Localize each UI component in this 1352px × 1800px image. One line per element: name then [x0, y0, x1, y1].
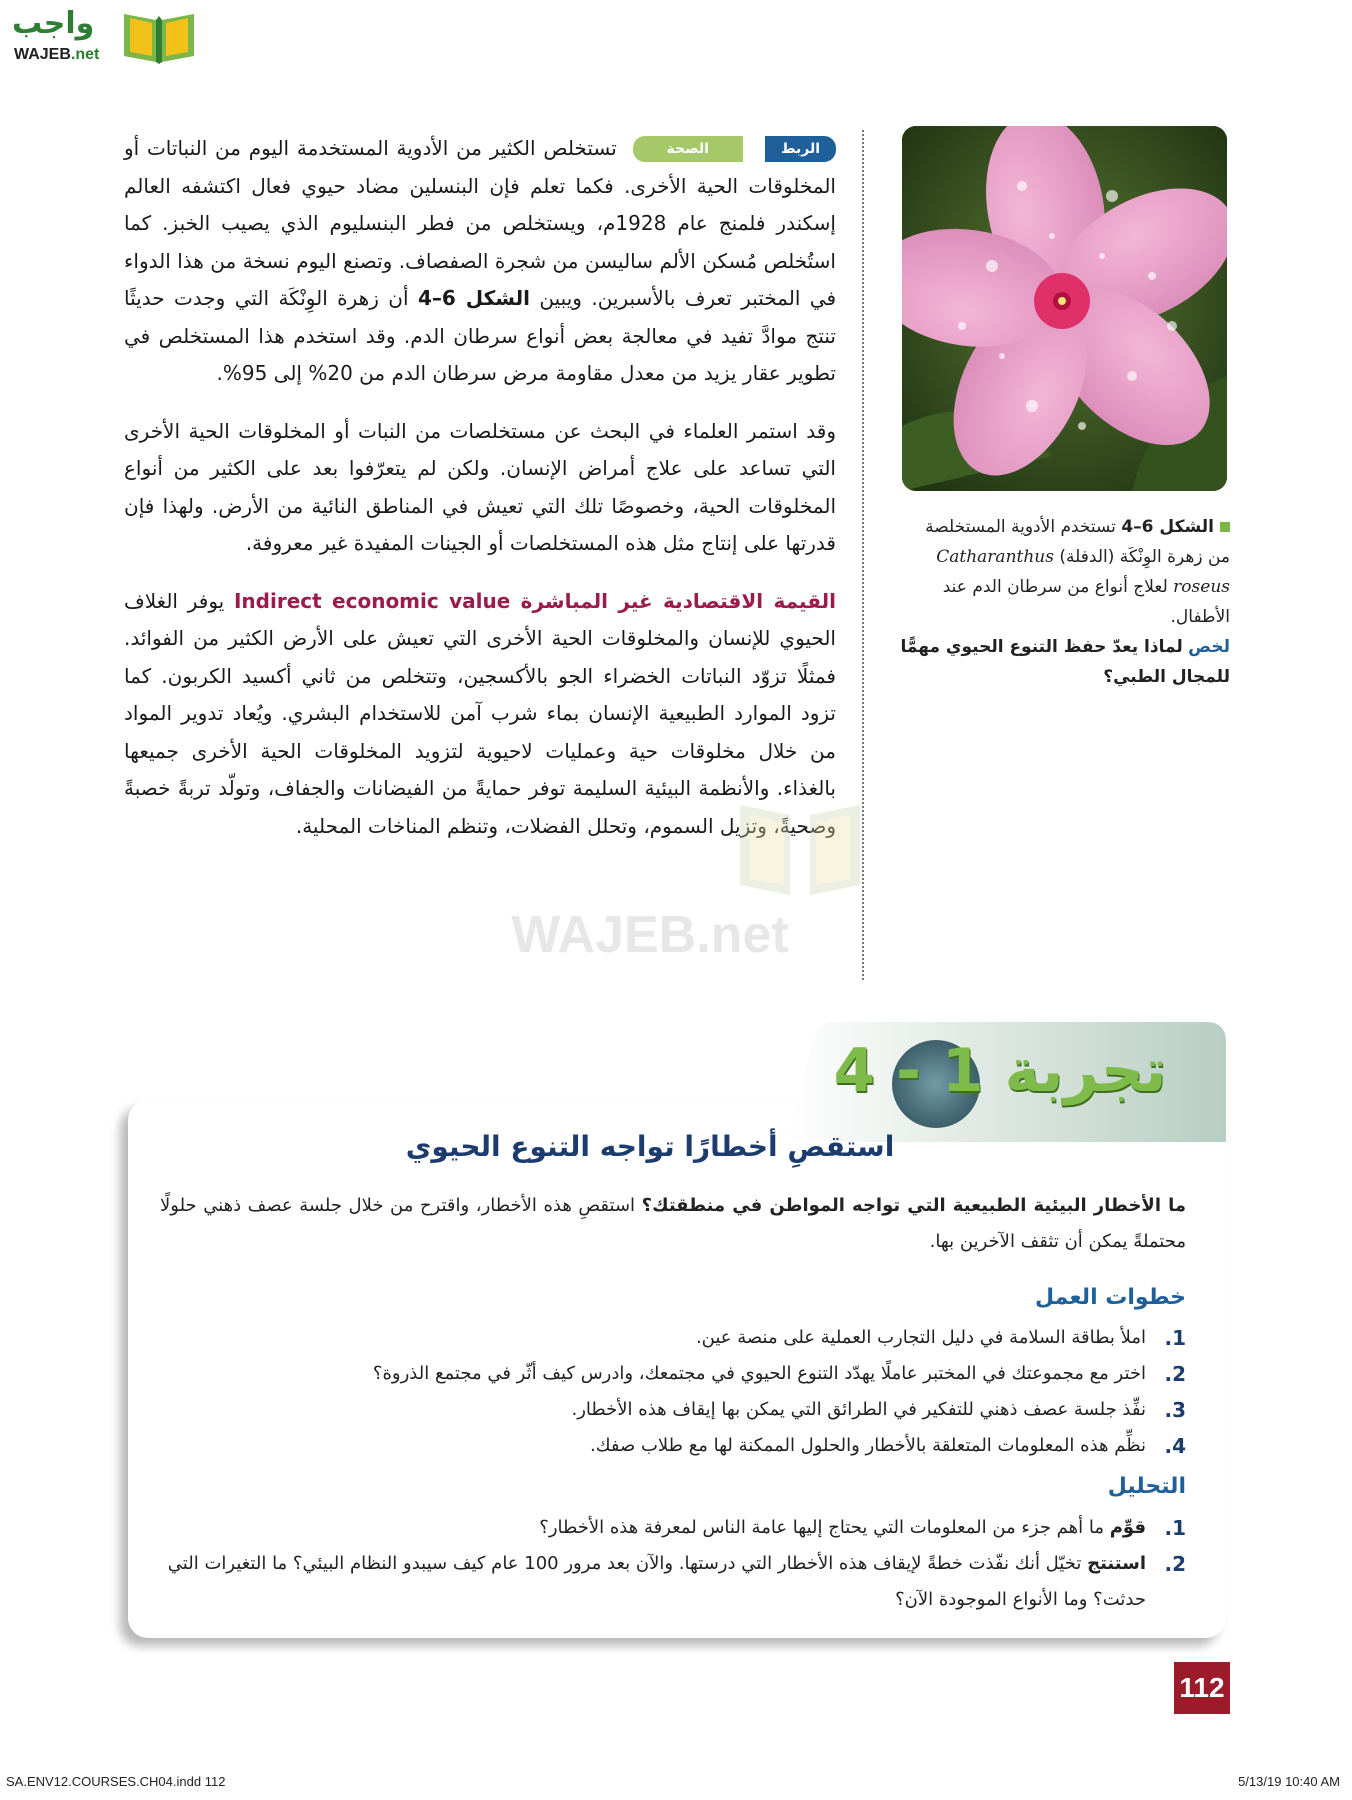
experiment-intro — [160, 1188, 1186, 1260]
figure-label: الشكل 6–4 — [1121, 517, 1214, 537]
figure-reference: الشكل 6–4 — [417, 286, 531, 310]
connection-ribbon — [633, 128, 836, 157]
paragraph-2: وقد استمر العلماء في البحث عن مستخلصات من النبات أو المخلوقات الحية الأخرى التي تساعد على علاج أمراض الإنسان. ولكن لم يتعرّفوا بعد على الكثير من أنواع المخلوقات الحية، وخصوصًا تلك التي تعيش في المناطق النائية من الأرض. ولهذا فإن قدرتها على إنتاج مثل هذه المستخلصات أو الجينات المفيدة غير معروفة. — [124, 418, 836, 555]
ribbon-connection-label: الربط — [765, 136, 836, 162]
column-divider — [862, 130, 864, 980]
paragraph-indirect-value — [124, 583, 836, 846]
analysis-items — [160, 1510, 1186, 1618]
caption-text: تستخدم الأدوية المستخلصة من زهرة الوِنْكَة (الدفلة) — [925, 517, 1230, 567]
footer-timestamp: 5/13/19 10:40 AM — [1238, 1774, 1340, 1789]
page-number: 112 — [1174, 1662, 1230, 1714]
intro-question: ما الأخطار البيئية الطبيعية التي تواجه المواطن في منطقتك؟ — [641, 1195, 1187, 1216]
experiment-heading: استقصِ أخطارًا تواجه التنوع الحيوي — [405, 1130, 895, 1163]
procedure-title: خطوات العمل — [1035, 1285, 1186, 1310]
caption-question: لماذا يعدّ حفظ التنوع الحيوي مهمًّا للمجال الطبي؟ — [900, 637, 1230, 687]
intro-text: استقصِ هذه الأخطار، واقترح من خلال جلسة عصف ذهني حلولًا محتملةً يمكن أن تثقف الآخرين بها. — [160, 1195, 1186, 1252]
procedure-step: 3. نفِّذ جلسة عصف ذهني للتفكير في الطرائق التي يمكن بها إيقاف هذه الأخطار. — [571, 1398, 1186, 1422]
procedure-step: 2. اختر مع مجموعتك في المختبر عاملًا يهدّد التنوع الحيوي في مجتمعك، وادرس كيف أثّر في مجتمع الذروة؟ — [372, 1362, 1186, 1386]
watermark-text: WAJEB.net — [511, 906, 789, 964]
periwinkle-flower-image — [902, 126, 1227, 491]
caption-end: لعلاج أنواع من سرطان الدم عند الأطفال. — [942, 577, 1230, 627]
logo-latin: WAJEB.net — [14, 46, 100, 63]
latin-name: Catharanthus roseus — [936, 547, 1230, 597]
procedure-step: 1. املأ بطاقة السلامة في دليل التجارب العملية على منصة عين. — [695, 1326, 1186, 1350]
paragraph-3-text: يوفر الغلاف الحيوي للإنسان والمخلوقات الحية الأخرى التي تعيش على الأرض الكثير من الفوائد. فمثلًا تزوّد النباتات الخضراء الجو بالأكسجين، وتتخلص من ثاني أكسيد الكربون. كما تزود الموارد الطبيعية الإنسان بماء شرب آمن للاستخدام البشري. ويُعاد تدوير المواد من خلال مخلوقات حية وعمليات لاحيوية لتزويد المخلوقات الحية الأخرى جميعها بالغذاء. والأنظمة البيئية السليمة توفر حمايةً من الفيضانات والجفاف، وتولّد تربةً خصبةً وصحيةً، وتزيل السموم، وتحلل الفضلات، وتنظم المناخات المحلية. — [124, 588, 836, 838]
main-text-column — [124, 128, 836, 865]
book-icon — [120, 8, 198, 64]
analysis-item: 2. استنتج تخيّل أنك نفّذت خطةً لإيقاف هذه الأخطار التي درستها. والآن بعد مرور 100 عام كيف سيبدو النظام البيئي؟ ما التغيرات التي حدثت؟ وما الأنواع الموجودة الآن؟ — [167, 1552, 1186, 1610]
site-logo[interactable] — [12, 6, 192, 66]
analysis-item: 1. قوِّم ما أهم جزء من المعلومات التي يحتاج إليها عامة الناس لمعرفة هذه الأخطار؟ — [539, 1516, 1186, 1540]
paragraph-1-text: تستخلص الكثير من الأدوية المستخدمة اليوم من النباتات أو المخلوقات الحية الأخرى. فكما تعلم فإن البنسلين مضاد حيوي فعال اكتشفه العالم إسكندر فلمنج عام 1928م، ويستخلص من فطر البنسليوم الذي يصيب الخبز. كما استُخلص مُسكن الألم ساليسن من شجرة الصفصاف. وتصنع اليوم نسخة من هذا الدواء في المختبر تعرف بالأسبرين. ويبين — [124, 136, 837, 310]
procedure-steps — [160, 1320, 1186, 1464]
caption-bullet — [1220, 522, 1230, 532]
footer-file: SA.ENV12.COURSES.CH04.indd 112 — [6, 1774, 226, 1789]
paragraph-health-connection — [124, 128, 836, 393]
crescent-icon — [749, 128, 765, 154]
analysis-title: التحليل — [1107, 1474, 1186, 1499]
logo-arabic: واجب — [12, 6, 95, 41]
flower-photo — [902, 126, 1227, 491]
experiment-title: تجربة 1 - 4 — [833, 1036, 1167, 1106]
question-tag: لخص — [1188, 637, 1230, 657]
paragraph-1-end: أن زهرة الوِنْكَة التي وجدت حديثًا تنتج موادَّ تفيد في معالجة بعض أنواع سرطان الدم. وقد استخدم هذا المستخلص في تطوير عقار يزيد من معدل مقاومة مرض سرطان الدم من 20% إلى 95%. — [124, 286, 836, 385]
ribbon-topic-label: الصحة — [633, 136, 743, 162]
key-term: القيمة الاقتصادية غير المباشرة Indirect economic value — [233, 588, 836, 613]
procedure-step: 4. نظِّم هذه المعلومات المتعلقة بالأخطار والحلول الممكنة لها مع طلاب صفك. — [589, 1434, 1186, 1458]
figure-caption — [900, 512, 1230, 692]
